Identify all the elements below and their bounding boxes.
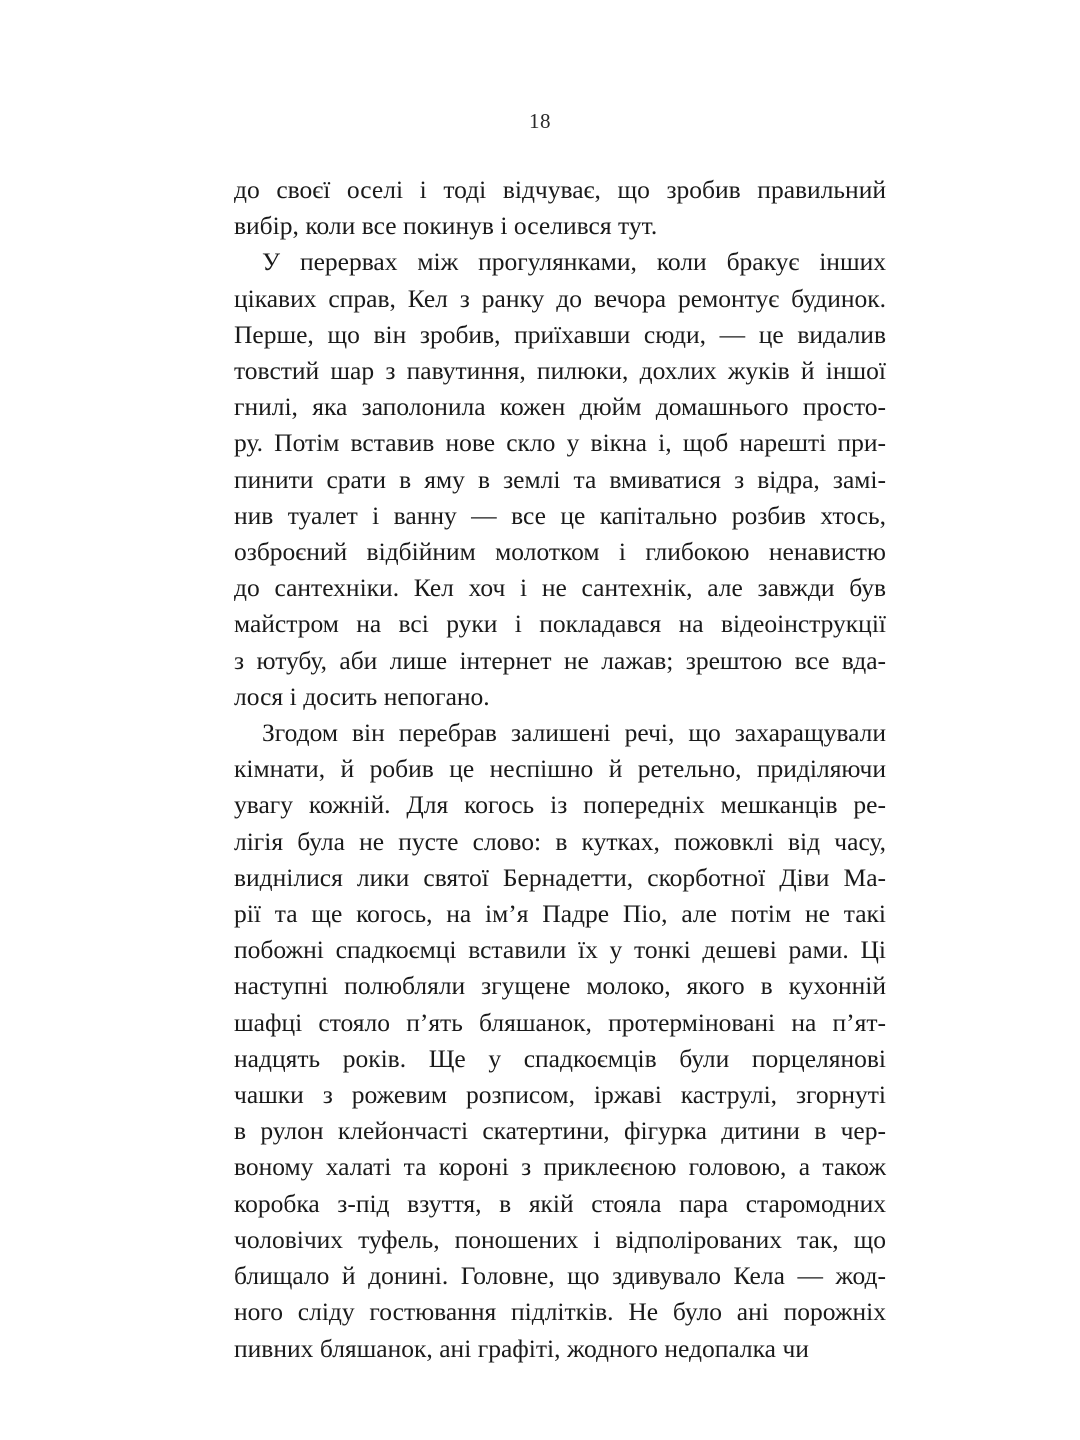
text-line: ного сліду гостювання підлітків. Не було ані порожніх <box>234 1297 886 1327</box>
body-text-block <box>234 172 886 1367</box>
text-line: цікавих справ, Кел з ранку до вечора ремонтує будинок. <box>234 283 886 313</box>
text-line: наступні полюбляли згущене молоко, якого в кухонній <box>234 971 886 1001</box>
text-line: гнилі, яка заполонила кожен дюйм домашнього просто- <box>234 392 886 422</box>
text-line: блищало й донині. Головне, що здивувало Кела — жод- <box>234 1261 886 1291</box>
text-line: майстром на всі руки і покладався на відеоінструкції <box>234 609 886 639</box>
text-line: до своєї оселі і тоді відчуває, що зробив правильний <box>234 175 886 204</box>
text-line: Згодом він перебрав залишені речі, що захаращували <box>262 718 886 748</box>
text-line: надцять років. Ще у спадкоємців були порцелянові <box>234 1043 886 1073</box>
text-line: У перервах між прогулянками, коли бракує інших <box>262 247 886 277</box>
text-line: виднілися лики святої Бернадетти, скорботної Діви Ма- <box>234 862 886 892</box>
text-line: пивних бляшанок, ані графіті, жодного недопалка чи <box>234 1333 809 1363</box>
text-line: кімнати, й робив це неспішно й ретельно, приділяючи <box>234 754 886 784</box>
text-line: в рулон клейончасті скатертини, фігурка дитини в чер- <box>234 1116 886 1146</box>
text-line: товстий шар з павутиння, пилюки, дохлих жуків й іншої <box>234 356 886 386</box>
text-line: вибір, коли все покинув і оселився тут. <box>234 211 658 241</box>
text-line: увагу кожній. Для когось із попередніх мешканців ре- <box>234 790 886 820</box>
text-line: побожні спадкоємці вставили їх у тонкі дешеві рами. Ці <box>234 935 886 965</box>
paragraph-1 <box>234 172 886 244</box>
text-line: ру. Потім вставив нове скло у вікна і, щоб нарешті при- <box>234 428 886 458</box>
text-line: рії та ще когось, на ім’я Падре Піо, але потім не такі <box>234 899 886 929</box>
text-line: коробка з-під взуття, в якій стояла пара старомодних <box>234 1188 886 1218</box>
text-line: нив туалет і ванну — все це капітально розбив хтось, <box>234 500 886 530</box>
paragraph-2 <box>234 244 886 715</box>
text-line: Перше, що він зробив, приїхавши сюди, — це видалив <box>234 319 886 349</box>
text-line: лігія була не пусте слово: в кутках, пожовклі від часу, <box>234 826 886 856</box>
text-line: воному халаті та короні з приклеєною головою, а також <box>234 1152 886 1182</box>
paragraph-3 <box>234 715 886 1367</box>
text-line: до сантехніки. Кел хоч і не сантехнік, але завжди був <box>234 573 886 603</box>
text-line: лося і досить непогано. <box>234 681 490 711</box>
text-line: озброєний відбійним молотком і глибокою ненавистю <box>234 537 886 567</box>
page-number: 18 <box>529 109 551 133</box>
text-line: з ютубу, аби лише інтернет не лажав; зрештою все вда- <box>234 645 886 675</box>
text-line: пинити срати в яму в землі та вмиватися з відра, замі- <box>234 464 886 494</box>
text-line: чоловічих туфель, поношених і відполірованих так, що <box>234 1224 886 1254</box>
text-line: чашки з рожевим розписом, іржаві каструлі, згорнуті <box>234 1080 886 1110</box>
text-line: шафці стояло п’ять бляшанок, протерміновані на п’ят- <box>234 1007 886 1037</box>
